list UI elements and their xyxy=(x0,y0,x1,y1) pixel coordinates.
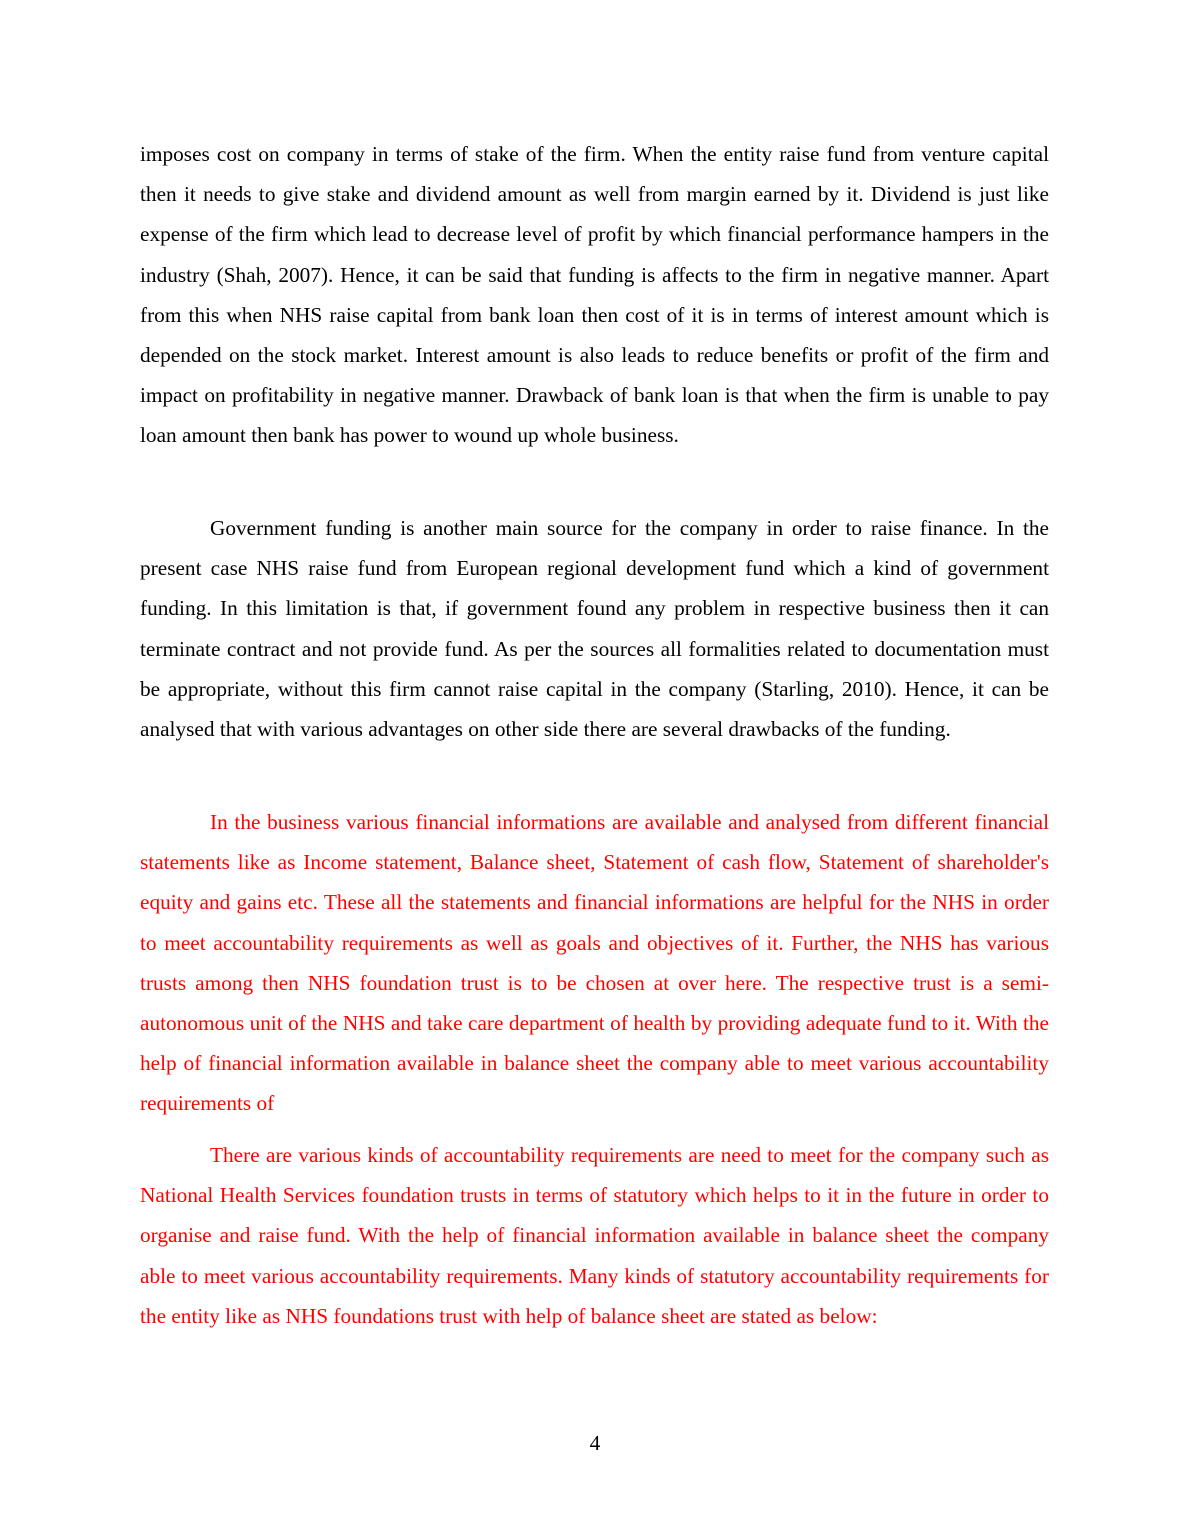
paragraph-financial-informations: In the business various financial informations are available and analysed from different financial statements like as Income statement, Balance sheet, Statement of cash flow, Statement of shareholder's equity and gains etc. These all the statements and financial informations are helpful for the NHS in order to meet accountability requirements as well as goals and objectives of it. Further, the NHS has various trusts among then NHS foundation trust is to be chosen at over here. The respective trust is a semi-autonomous unit of the NHS and take care department of health by providing adequate fund to it. With the help of financial information available in balance sheet the company able to meet various accountability requirements of xyxy=(140,810,1049,1116)
paragraph-accountability-requirements: There are various kinds of accountability requirements are need to meet for the company such as National Health Services foundation trusts in terms of statutory which helps to it in the future in order to organise and raise fund. With the help of financial information available in balance sheet the company able to meet various accountability requirements. Many kinds of statutory accountability requirements for the entity like as NHS foundations trust with help of balance sheet are stated as below: xyxy=(140,1143,1049,1328)
page-number: 4 xyxy=(589,1431,601,1455)
paragraph-government-funding: Government funding is another main source for the company in order to raise finance. In the present case NHS raise fund from European regional development fund which a kind of government funding. In this limitation is that, if government found any problem in respective business then it can terminate contract and not provide fund. As per the sources all formalities related to documentation must be appropriate, without this firm cannot raise capital in the company (Starling, 2010). Hence, it can be analysed that with various advantages on other side there are several drawbacks of the funding. xyxy=(140,516,1049,742)
paragraph-venture-capital-and-bank-loan: imposes cost on company in terms of stake of the firm. When the entity raise fund from venture capital then it needs to give stake and dividend amount as well from margin earned by it. Dividend is just like expense of the firm which lead to decrease level of profit by which financial performance hampers in the industry (Shah, 2007). Hence, it can be said that funding is affects to the firm in negative manner. Apart from this when NHS raise capital from bank loan then cost of it is in terms of interest amount which is depended on the stock market. Interest amount is also leads to reduce benefits or profit of the firm and impact on profitability in negative manner. Drawback of bank loan is that when the firm is unable to pay loan amount then bank has power to wound up whole business. xyxy=(140,142,1049,448)
